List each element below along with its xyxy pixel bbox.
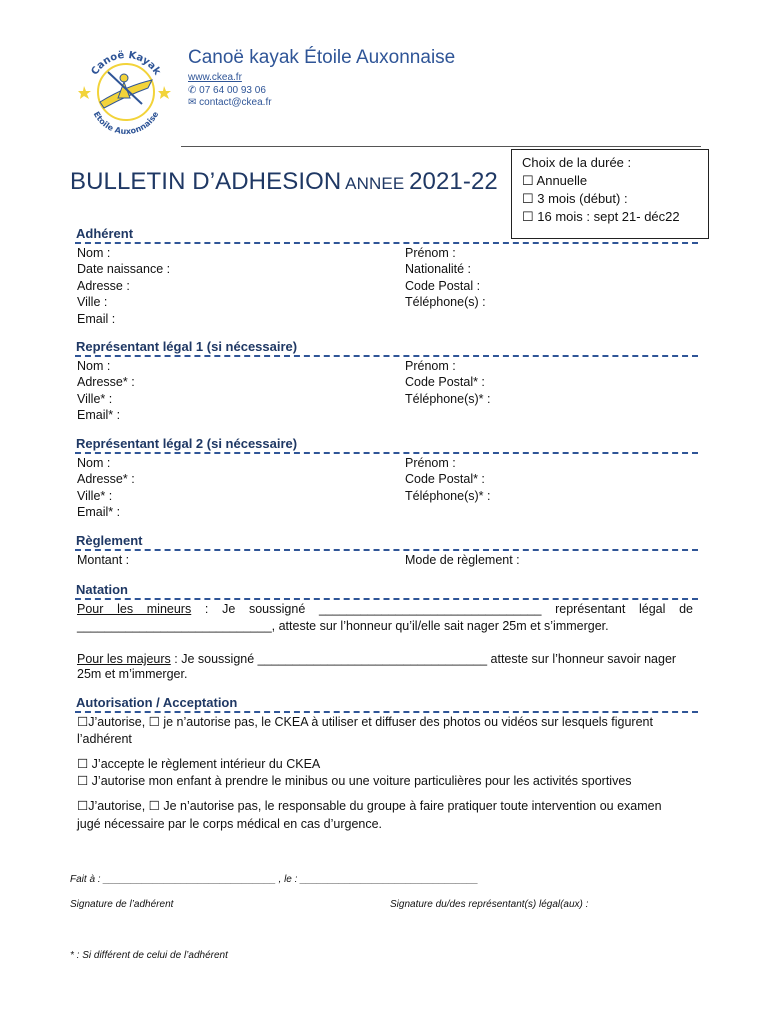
section-heading-rep2: Représentant légal 2 (si nécessaire) [76,436,298,451]
autorisation-photos-line2: l’adhérent [77,732,132,746]
autorisation-medical-line2: jugé nécessaire par le corps médical en cas d’urgence. [77,817,383,831]
website-link[interactable] [188,72,242,83]
rep2-field-telephone[interactable]: Téléphone(s)* : [405,489,491,503]
duration-choice-box [511,149,709,239]
section-divider [75,711,698,713]
title-annee: ANNEE [341,174,410,193]
natation-mineurs-line1 [77,601,693,617]
phone-number: ✆ 07 64 00 93 06 [188,85,266,96]
section-divider [75,355,698,357]
duration-option-3-months[interactable]: ☐ 3 mois (début) : [522,191,628,206]
field-date-naissance[interactable]: Date naissance : [77,262,171,276]
section-heading-autorisation: Autorisation / Acceptation [76,695,238,710]
rep2-field-email[interactable]: Email* : [77,505,121,519]
autorisation-transport[interactable]: ☐ J’autorise mon enfant à prendre le minibus ou une voiture particulières pour les activités sportives [77,774,632,788]
natation-majeurs-line1 [77,651,693,667]
duration-option-annual[interactable]: ☐ Annuelle [522,173,588,188]
section-divider [75,598,698,600]
section-divider [75,452,698,454]
field-prenom[interactable]: Prénom : [405,246,456,260]
club-logo [78,42,174,138]
majeurs-text-1[interactable]: : Je soussigné _________________________________ atteste sur l’honneur savoir nager [170,652,677,666]
rep1-field-adresse[interactable]: Adresse* : [77,375,135,389]
website-link-text[interactable]: www.ckea.fr [188,72,242,83]
field-montant[interactable]: Montant : [77,553,130,567]
club-name: Canoë kayak Étoile Auxonnaise [188,47,456,68]
section-divider [75,549,698,551]
duration-option-16-months[interactable]: ☐ 16 mois : sept 21- déc22 [522,209,680,224]
mineurs-text-1[interactable]: : Je soussigné ________________________________ représentant légal de [191,602,693,616]
rep1-field-telephone[interactable]: Téléphone(s)* : [405,392,491,406]
footnote: * : Si différent de celui de l’adhérent [70,950,228,961]
field-email[interactable]: Email : [77,312,116,326]
title-year: 2021-22 [409,168,498,195]
header-divider [181,146,701,147]
signature-adherent-label: Signature de l’adhérent [70,899,174,910]
rep2-field-ville[interactable]: Ville* : [77,489,113,503]
duration-heading: Choix de la durée : [522,155,632,170]
field-code-postal[interactable]: Code Postal : [405,279,481,293]
section-divider [75,242,698,244]
rep2-field-code-postal[interactable]: Code Postal* : [405,472,485,486]
autorisation-medical-line1[interactable]: ☐J’autorise, ☐ Je n’autorise pas, le responsable du groupe à faire pratiquer toute intervention ou examen [77,799,662,813]
field-telephone[interactable]: Téléphone(s) : [405,295,486,309]
field-mode-reglement[interactable]: Mode de règlement : [405,553,520,567]
logo-text-top: Canoë Kayak [89,49,163,78]
rep1-field-prenom[interactable]: Prénom : [405,359,456,373]
signature-representants-label: Signature du/des représentant(s) légal(aux) : [390,899,589,910]
contact-email: ✉ contact@ckea.fr [188,97,272,108]
autorisation-photos-line1[interactable]: ☐J’autorise, ☐ je n’autorise pas, le CKEA à utiliser et diffuser des photos ou vidéos sur lesquels figurent [77,715,653,729]
kayak-logo-icon [78,42,174,138]
section-heading-rep1: Représentant légal 1 (si nécessaire) [76,339,298,354]
logo-text-bottom: Etoile Auxonnaise [91,110,161,137]
field-adresse[interactable]: Adresse : [77,279,130,293]
natation-majeurs-line2: 25m et m’immerger. [77,667,188,681]
mineurs-label: Pour les mineurs [77,602,192,616]
field-nationalite[interactable]: Nationalité : [405,262,472,276]
section-heading-natation: Natation [76,582,128,597]
accept-reglement-interieur[interactable]: ☐ J’accepte le règlement intérieur du CKEA [77,757,321,771]
rep1-field-nom[interactable]: Nom : [77,359,111,373]
page-title [70,168,498,196]
natation-mineurs-line2[interactable]: ____________________________, atteste sur l’honneur qu’il/elle sait nager 25m et s’immerger. [77,619,609,633]
rep2-field-prenom[interactable]: Prénom : [405,456,456,470]
rep2-field-adresse[interactable]: Adresse* : [77,472,135,486]
rep2-field-nom[interactable]: Nom : [77,456,111,470]
section-heading-adherent: Adhérent [76,226,134,241]
field-ville[interactable]: Ville : [77,295,108,309]
rep1-field-code-postal[interactable]: Code Postal* : [405,375,485,389]
title-main: BULLETIN D’ADHESION [70,168,342,195]
field-nom[interactable]: Nom : [77,246,111,260]
majeurs-label: Pour les majeurs [77,652,171,666]
rep1-field-email[interactable]: Email* : [77,408,121,422]
fait-a-line[interactable]: Fait à : _______________________________ , le : ________________________________ [70,874,479,885]
rep1-field-ville[interactable]: Ville* : [77,392,113,406]
section-heading-reglement: Règlement [76,533,143,548]
